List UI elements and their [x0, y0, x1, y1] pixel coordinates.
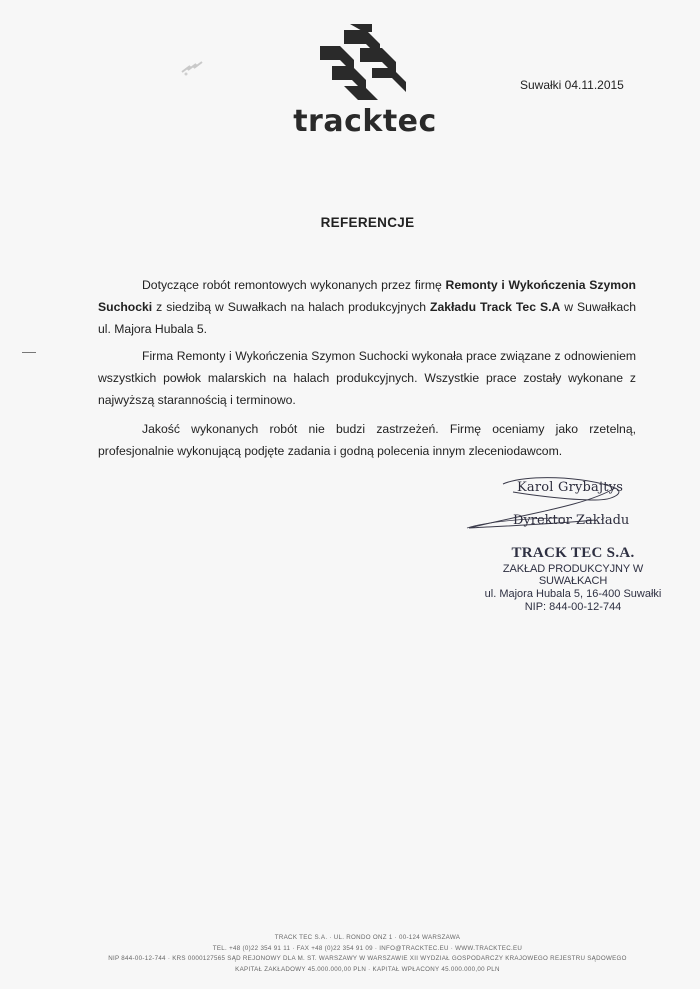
footer-line-2: TEL. +48 (0)22 354 91 11 · FAX +48 (0)22 354 91 09 · INFO@TRACKTEC.EU · WWW.TRACKTEC.EU: [212, 944, 523, 952]
company-logo: [280, 22, 450, 142]
company-stamp: [468, 545, 678, 613]
letterhead-footer: [0, 933, 700, 975]
paragraph-3: [98, 418, 636, 462]
contractor-name: Remonty i Wykończenia Szymon Suchocki: [98, 278, 637, 314]
stamp-nip: NIP: 844-00-12-744: [524, 601, 622, 613]
letter-date: Suwałki 04.11.2015: [520, 78, 624, 92]
stamp-division: ZAKŁAD PRODUKCYJNY W SUWAŁKACH: [502, 563, 644, 587]
logo-wordmark: tracktec: [293, 104, 437, 139]
signature-block: [465, 470, 655, 550]
footer-line-4: KAPITAŁ ZAKŁADOWY 45.000.000,00 PLN · KAPITAŁ WPŁACONY 45.000.000,00 PLN: [235, 965, 500, 973]
margin-mark: [22, 352, 36, 353]
signer-name: Karol Grybajtys: [517, 480, 624, 495]
signer-role: Dyrektor Zakładu: [513, 513, 630, 528]
paragraph-2-text: Firma Remonty i Wykończenia Szymon Suchocki wykonała prace związane z odnowieniem wszystkich powłok malarskich na halach produkcyjnych. Wszystkie prace zostały wykonane z najwyższą starannością i terminowo.: [98, 349, 636, 407]
stamp-company: TRACK TEC S.A.: [511, 545, 635, 561]
client-name: Zakładu Track Tec S.A: [430, 300, 561, 314]
paragraph-1-text-c: z siedzibą w Suwałkach na halach produkcyjnych: [152, 300, 430, 314]
paragraph-3-text: Jakość wykonanych robót nie budzi zastrzeżeń. Firmę oceniamy jako rzetelną, profesjonalnie wykonującą podjęte zadania i godną polecenia innym zleceniodawcom.: [98, 422, 636, 458]
paragraph-1-text-a: Dotyczące robót remontowych wykonanych przez firmę: [142, 278, 446, 292]
footer-line-3: NIP 844-00-12-744 · KRS 0000127565 SĄD REJONOWY DLA M. ST. WARSZAWY W WARSZAWIE XII WYDZIAŁ GOSPODARCZY KRAJOWEGO REJESTRU SĄDOWEGO: [108, 955, 627, 962]
footer-line-1: TRACK TEC S.A. · UL. RONDO ONZ 1 · 00-124 WARSZAWA: [274, 934, 461, 941]
paragraph-1: [98, 274, 636, 340]
paragraph-2: [98, 345, 636, 411]
tracktec-logo-mark-icon: [320, 22, 410, 104]
paper-smudge-icon: [180, 58, 206, 78]
paragraph-1-text-e: w Suwałkach ul. Majora Hubala 5.: [98, 300, 636, 336]
document-title: REFERENCJE: [320, 215, 415, 230]
stamp-address: ul. Majora Hubala 5, 16-400 Suwałki: [484, 588, 662, 600]
